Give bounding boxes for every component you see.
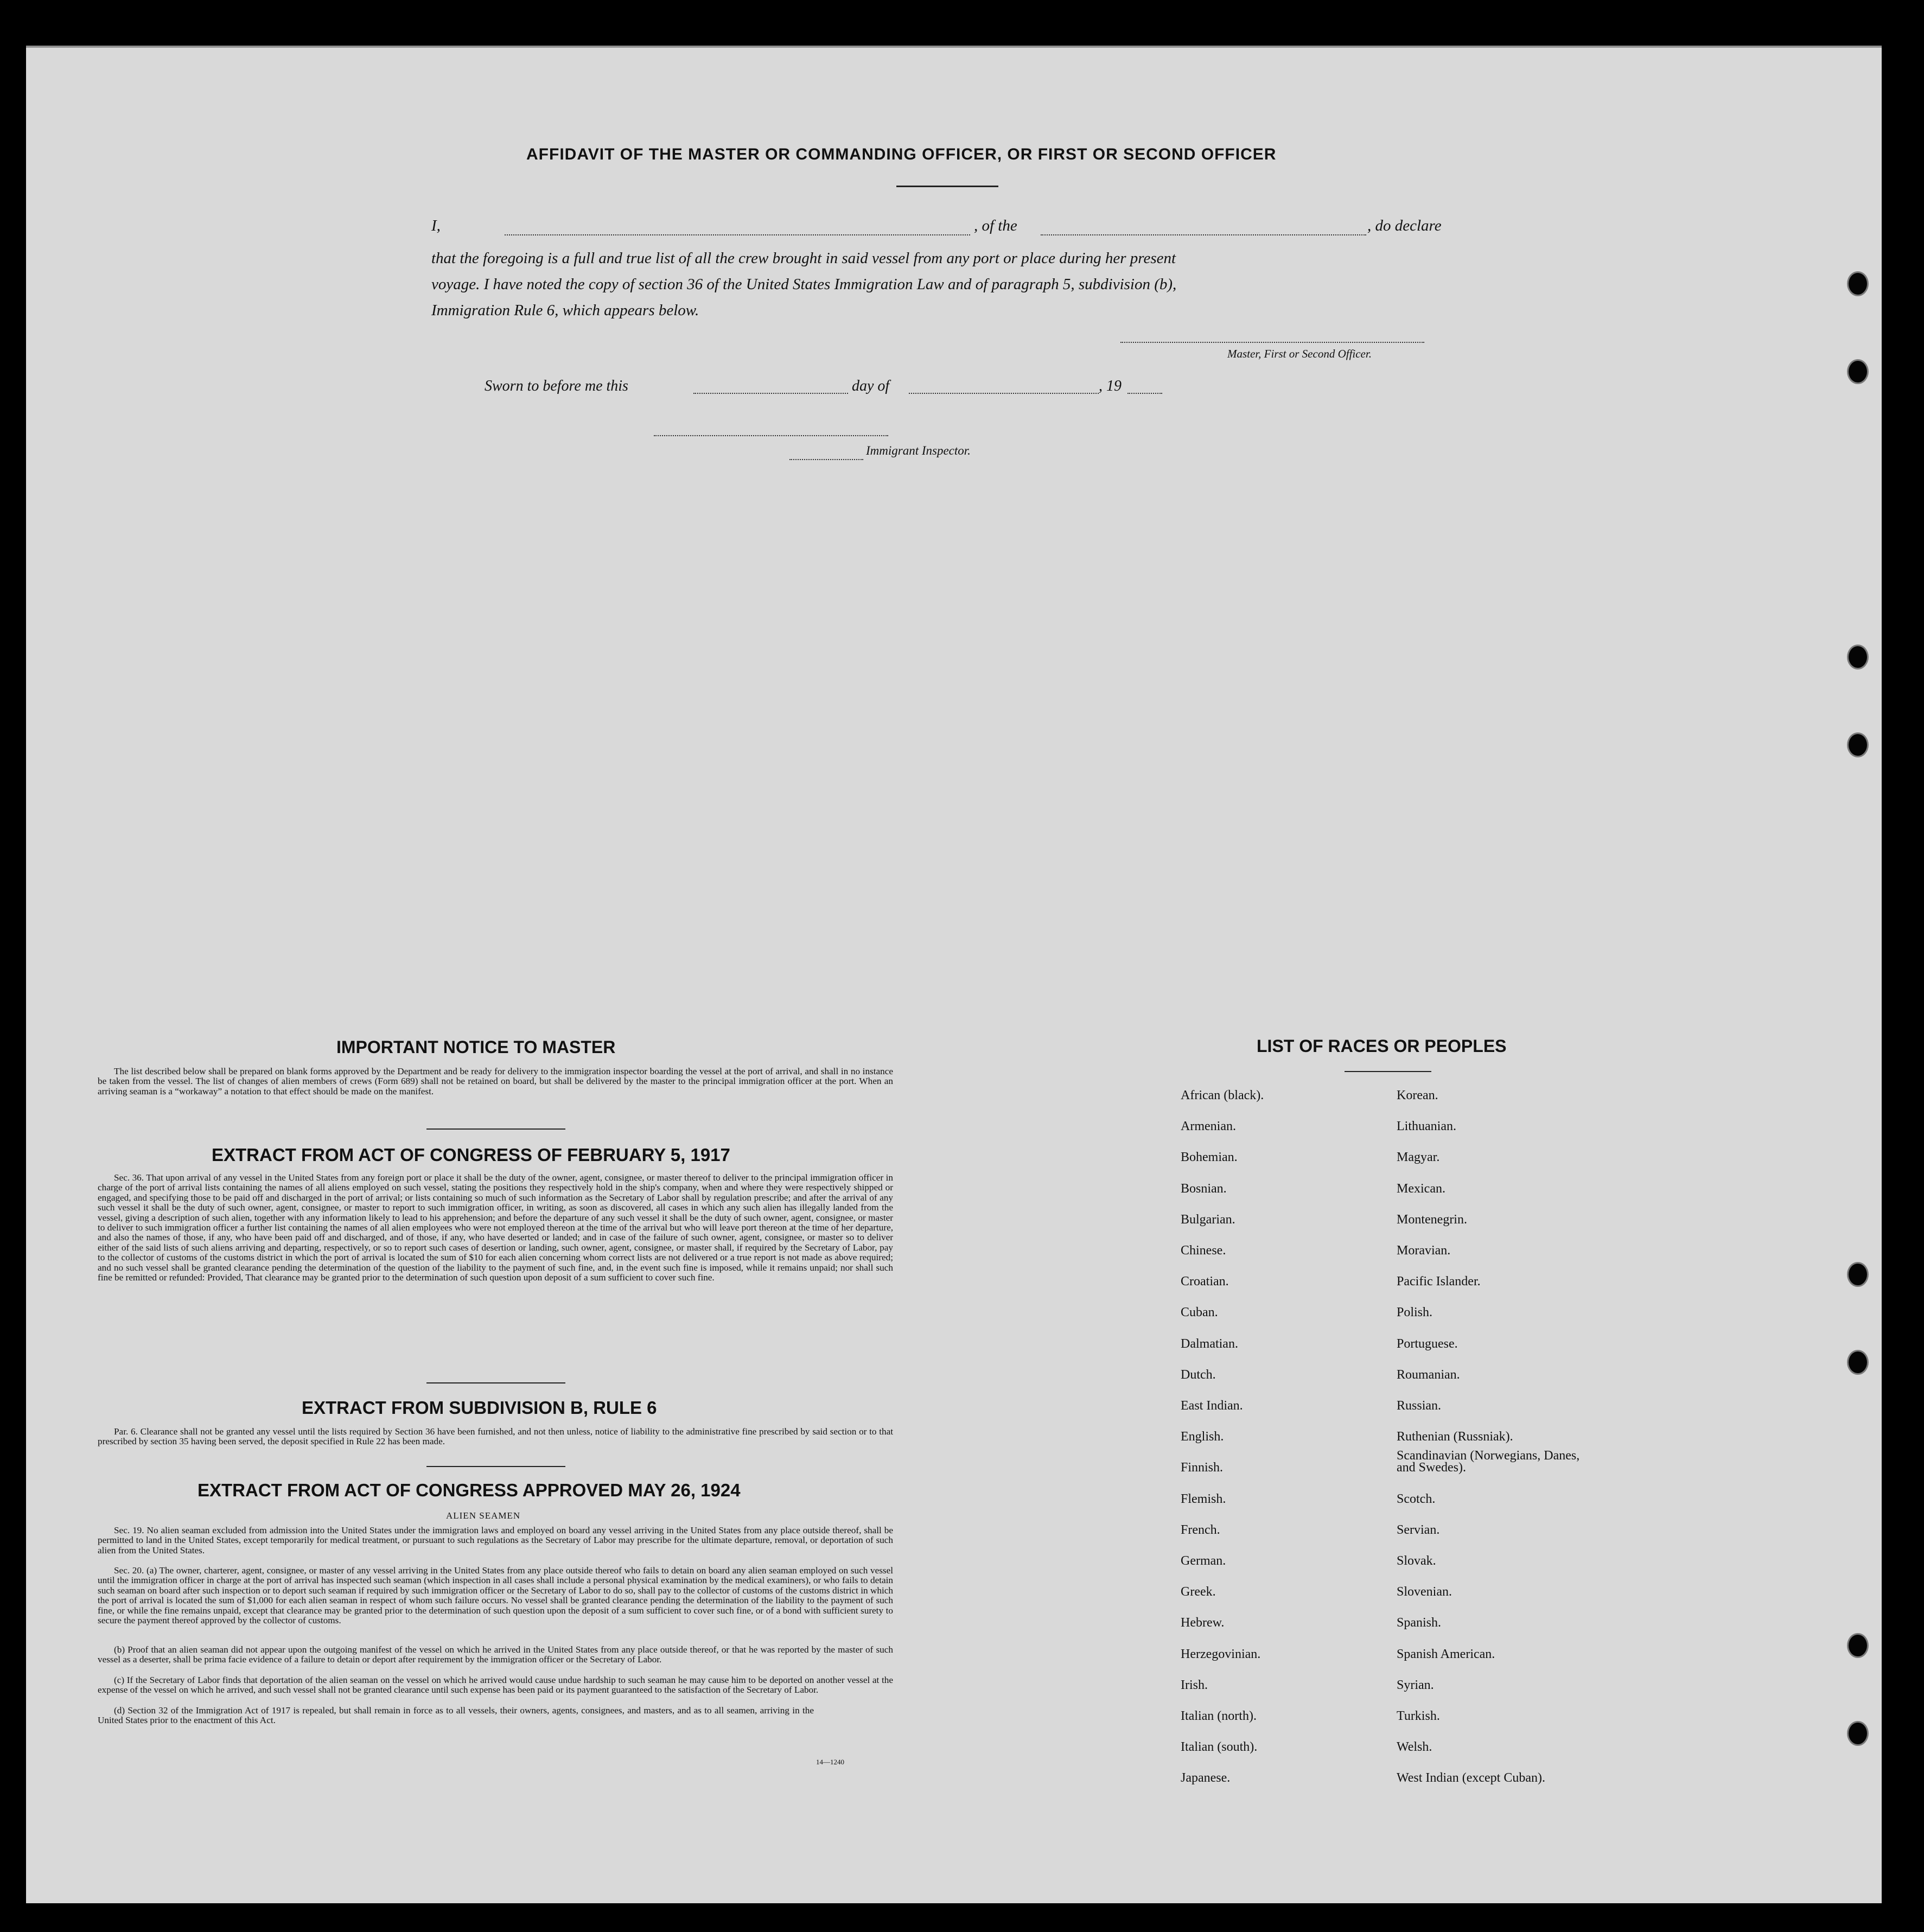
section-divider [426,1382,565,1383]
race-item: Croatian. [1181,1274,1229,1289]
race-item: Welsh. [1397,1740,1432,1755]
notice-title: IMPORTANT NOTICE TO MASTER [336,1037,616,1057]
inspector-signature-field-2[interactable] [789,459,863,460]
master-caption: Master, First or Second Officer. [1227,347,1372,360]
race-item: Chinese. [1181,1244,1226,1258]
race-item: Moravian. [1397,1244,1451,1258]
sec19-body: Sec. 19. No alien seaman excluded from admission into the United States under the immigration laws and employed on board any vessel arriving in the United States from any place outside thereof, shall be permitted to land in the United States, except temporarily for medical treatment, or pursuant to such regulations as the Secretary of Labor may prescribe for the ultimate departure, removal, or deportation of such alien from the United States. [98,1525,893,1555]
alien-seamen-subtitle: ALIEN SEAMEN [446,1510,521,1521]
race-item: Bohemian. [1181,1150,1238,1165]
race-item: Italian (north). [1181,1709,1257,1723]
section-divider [426,1128,565,1130]
binder-hole [1847,359,1869,384]
race-item: Servian. [1397,1522,1440,1537]
binder-hole [1847,1721,1869,1746]
race-item: Japanese. [1181,1771,1231,1786]
race-item: Greek. [1181,1585,1216,1599]
notice-body: The list described below shall be prepared on blank forms approved by the Department and be ready for delivery to the immigration inspector boarding the vessel at the port of arrival, and shall in no instance be taken from the vessel. The list of changes of alien members of crews (Form 689) shall not be retained on board, but shall be delivered by the master to the principal immigration officer at the port. When an arriving seaman is a “workaway” a notation to that effect should be made on the manifest. [98,1066,893,1096]
affidavit-title: AFFIDAVIT OF THE MASTER OR COMMANDING OFFICER, OR FIRST OR SECOND OFFICER [526,145,1277,163]
sworn-month-field[interactable] [909,393,1099,394]
sec20b-body: (b) Proof that an alien seaman did not appear upon the outgoing manifest of the vessel on which he arrived in the United States from any place outside thereof, or that he was reported by the master of such vessel as a deserter, shall be prima facie evidence of a failure to detain or deport after requirement by the immigration officer or the Secretary of Labor. [98,1644,893,1665]
race-item: Russian. [1397,1399,1442,1413]
race-item: Armenian. [1181,1119,1236,1134]
race-item: Slovenian. [1397,1585,1452,1599]
race-item: Slovak. [1397,1554,1436,1568]
race-item: West Indian (except Cuban). [1397,1771,1545,1786]
binder-hole [1847,1262,1869,1287]
extract-1924-title: EXTRACT FROM ACT OF CONGRESS APPROVED MAY 26, 1924 [198,1480,741,1500]
race-item: Italian (south). [1181,1740,1258,1755]
race-item: Roumanian. [1397,1367,1460,1382]
race-item: Syrian. [1397,1678,1434,1692]
inspector-caption: Immigrant Inspector. [866,444,971,457]
day-of-label: day of [852,378,890,394]
race-item: Korean. [1397,1088,1438,1102]
affidavit-line-3: voyage. I have noted the copy of section 36 of the United States Immigration Law and of paragraph 5, subdivision (b), [431,276,1177,293]
race-item: Cuban. [1181,1305,1218,1320]
affidavit-line-2: that the foregoing is a full and true list of all the crew brought in said vessel from any port or place during her present [431,250,1176,267]
sworn-day-field[interactable] [693,393,848,394]
race-item: Scandinavian (Norwegians, Danes, and Swedes). [1397,1449,1580,1475]
binder-hole [1847,645,1869,669]
race-item: Pacific Islander. [1397,1274,1481,1289]
race-item: Dutch. [1181,1367,1216,1382]
title-divider [896,186,998,187]
binder-hole [1847,732,1869,757]
section-divider [426,1466,565,1467]
sworn-label: Sworn to before me this [485,378,628,394]
race-item: German. [1181,1554,1226,1568]
race-item: Finnish. [1181,1461,1224,1475]
race-item: Spanish American. [1397,1647,1495,1661]
binder-hole [1847,1350,1869,1375]
races-divider [1345,1071,1431,1072]
race-item: Scotch. [1397,1491,1436,1506]
inspector-signature-field[interactable] [654,435,888,436]
extract-1917-title: EXTRACT FROM ACT OF CONGRESS OF FEBRUARY 5, 1917 [212,1145,730,1165]
race-item: Herzegovinian. [1181,1647,1261,1661]
sec20c-body: (c) If the Secretary of Labor finds that deportation of the alien seaman on the vessel on which he arrived would cause undue hardship to such seaman he may cause him to be deported on another vessel at the expense of the vessel on which he arrived, and such vessel shall not be granted clearance until such expense has been paid or its payment guaranteed to the satisfaction of the Secretary of Labor. [98,1675,893,1695]
sec20d-body: (d) Section 32 of the Immigration Act of 1917 is repealed, but shall remain in force as to all vessels, their owners, agents, consignees, and masters, and as to all seamen, arriving in the United States prior to the enactment of this Act. [98,1705,814,1726]
affidavit-line-1 [431,217,441,235]
race-item: Portuguese. [1397,1336,1458,1351]
sworn-year-field[interactable] [1127,393,1162,394]
year-prefix-label: , 19 [1099,378,1122,394]
race-item: African (black). [1181,1088,1264,1102]
extract-rule6-title: EXTRACT FROM SUBDIVISION B, RULE 6 [302,1398,657,1418]
i-label: I, [431,217,441,234]
do-declare-label: , do declare [1367,217,1442,234]
form-number: 14—1240 [816,1758,844,1766]
race-item: East Indian. [1181,1399,1243,1413]
races-title: LIST OF RACES OR PEOPLES [1257,1036,1507,1056]
race-item: Bulgarian. [1181,1212,1235,1227]
race-item: Bosnian. [1181,1181,1227,1196]
race-item: Montenegrin. [1397,1212,1467,1227]
race-item: Irish. [1181,1678,1208,1692]
race-item: Ruthenian (Russniak). [1397,1430,1513,1444]
race-item: Magyar. [1397,1150,1440,1165]
race-item: Spanish. [1397,1616,1442,1630]
race-item: Mexican. [1397,1181,1445,1196]
of-the-label: , of the [974,217,1017,234]
race-item: Turkish. [1397,1709,1440,1723]
binder-hole [1847,271,1869,296]
master-signature-field[interactable] [1120,342,1424,343]
race-item: English. [1181,1430,1224,1444]
extract-rule6-body: Par. 6. Clearance shall not be granted any vessel until the lists required by Section 36 have been furnished, and not then unless, notice of liability to the administrative fine prescribed by said section or to that prescribed by section 35 having been served, the deposit specified in Rule 22 has been made. [98,1426,893,1447]
affidavit-line-4: Immigration Rule 6, which appears below. [431,302,699,319]
race-item: Flemish. [1181,1491,1226,1506]
race-item: Dalmatian. [1181,1336,1238,1351]
race-item: Lithuanian. [1397,1119,1456,1134]
race-item: Polish. [1397,1305,1433,1320]
sec20a-body: Sec. 20. (a) The owner, charterer, agent, consignee, or master of any vessel arriving in the United States from any place outside thereof who fails to detain on board any alien seaman employed on such vessel until the immigration officer in charge at the port of arrival has inspected such seaman (which inspection in all cases shall include a personal physical examination by the medical examiners), or who fails to detain such seaman on board after such inspection or to deport such seaman if required by such immigration officer or the Secretary of Labor to do so, shall pay to the collector of customs of the customs district in which the port of arrival is located the sum of $1,000 for each alien seaman in respect of whom such failure occurs. No vessel shall be granted clearance pending the determination of the liability to the payment of such fine, or while the fine remains unpaid, except that clearance may be granted prior to the determination of such question upon the deposit of a sum sufficient to cover such fine, or of a bond with sufficient surety to secure the payment thereof approved by the collector of customs. [98,1565,893,1626]
binder-hole [1847,1633,1869,1658]
vessel-field[interactable] [1041,234,1366,235]
extract-1917-body: Sec. 36. That upon arrival of any vessel in the United States from any foreign port or place it shall be the duty of the owner, agent, consignee, or master thereof to deliver to the principal immigration officer in charge of the port of arrival lists containing the names of all aliens employed on such vessel, stating the positions they respectively hold in the ship's company, when and where they were respectively shipped or engaged, and specifying those to be paid off and discharged in the port of arrival; or lists containing so much of such information as the Secretary of Labor shall by regulation prescribe; and after the arrival of any such vessel it shall be the duty of such owner, agent, consignee, or master to report to such immigration officer, in writing, as soon as discovered, all cases in which any such alien has illegally landed from the vessel, giving a description of such alien, together with any information likely to lead to his apprehension; and before the departure of any such vessel it shall be the duty of such owner, agent, consignee, or master to deliver to such immigration officer a further list containing the names of all alien employees who were not employed thereon at the time of the arrival but who will leave port thereon at the time of her departure, and also the names of those, if any, who have been paid off and discharged, and of those, if any, who have deserted or landed; and in case of the failure of such owner, agent, consignee, or master so to deliver either of the said lists of such aliens arriving and departing, respectively, or so to report such cases of desertion or landing, such owner, agent, consignee, or master shall, if required by the Secretary of Labor, pay to the collector of customs of the customs district in which the port of arrival is located the sum of $10 for each alien concerning whom correct lists are not delivered or a true report is not made as above required; and no such vessel shall be granted clearance pending the determination of the question of the liability to the payment of such fine, and, in the event such fine is imposed, while it remains unpaid; nor shall such fine be remitted or refunded: Provided, That clearance may be granted prior to the determination of such question upon deposit of a sum sufficient to cover such fine. [98,1172,893,1283]
name-field[interactable] [505,234,970,235]
race-item: Hebrew. [1181,1616,1225,1630]
race-item: French. [1181,1522,1220,1537]
